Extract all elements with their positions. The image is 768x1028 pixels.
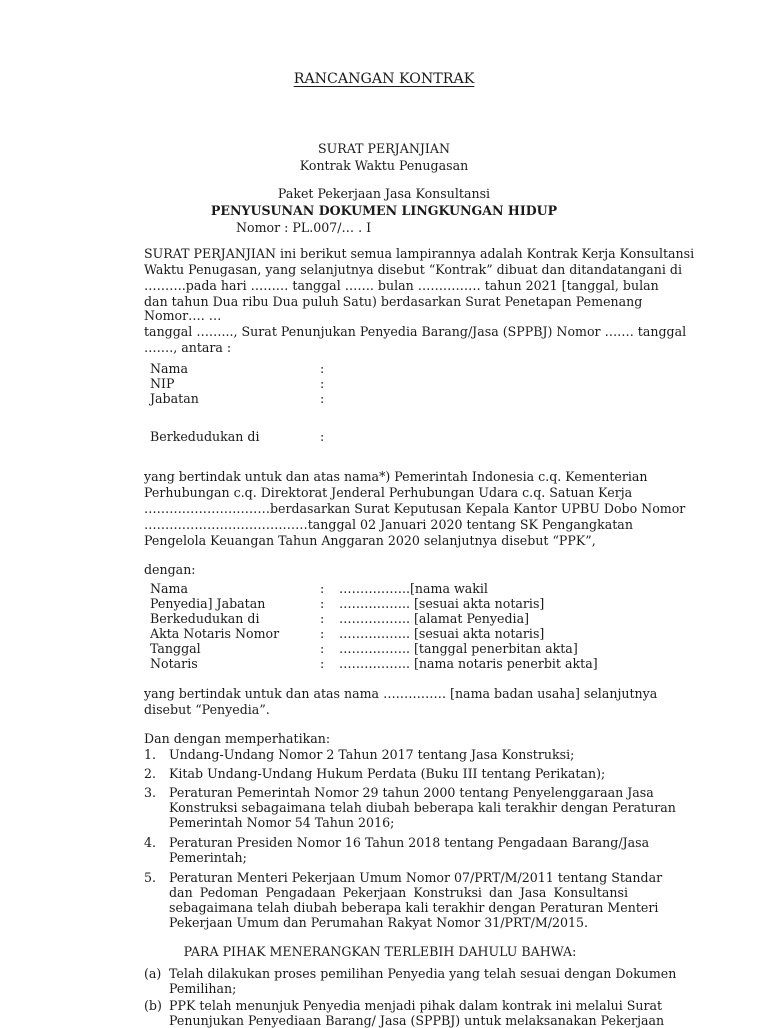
document-title: RANCANGAN KONTRAK xyxy=(293,71,475,87)
list-item: Peraturan Presiden Nomor 16 Tahun 2018 tentang Pengadaan Barang/Jasa xyxy=(169,835,650,850)
field-label: Nama xyxy=(150,581,188,596)
intro-line: Waktu Penugasan, yang selanjutnya disebut “Kontrak” dibuat dan ditandatangani di xyxy=(144,262,683,277)
list-number: 5. xyxy=(144,870,157,885)
field-value: …………….. [nama notaris penerbit akta] xyxy=(339,656,598,671)
point-label: (a) xyxy=(144,966,162,981)
field-value: …………….. [tanggal penerbitan akta] xyxy=(339,641,578,656)
field-value: ……………..[nama wakil xyxy=(339,581,488,596)
list-item: Undang-Undang Nomor 2 Tahun 2017 tentang Jasa Konstruksi; xyxy=(169,747,575,762)
ppk-line: …………………………………tanggal 02 Januari 2020 tentang SK Pengangkatan xyxy=(144,517,633,532)
field-label-nip: NIP xyxy=(150,376,175,391)
field-label-jabatan: Jabatan xyxy=(150,391,199,406)
field-colon: : xyxy=(320,596,325,611)
intro-line: dan tahun Dua ribu Dua puluh Satu) berdasarkan Surat Penetapan Pemenang xyxy=(144,294,643,309)
point-text: PPK telah menunjuk Penyedia menjadi pihak dalam kontrak ini melalui Surat xyxy=(169,998,663,1013)
field-value: …………….. [sesuai akta notaris] xyxy=(339,596,545,611)
field-colon: : xyxy=(320,626,325,641)
intro-line: ……….pada hari ……… tanggal ……. bulan …………… tahun 2021 [tanggal, bulan xyxy=(144,278,659,293)
list-item: sebagaimana telah diubah beberapa kali terakhir dengan Peraturan Menteri xyxy=(169,900,659,915)
list-item: Pemerintah Nomor 54 Tahun 2016; xyxy=(169,815,395,830)
field-label: Penyedia] Jabatan xyxy=(150,596,266,611)
list-item: Pekerjaan Umum dan Perumahan Rakyat Nomor 31/PRT/M/2015. xyxy=(169,915,589,930)
field-colon: : xyxy=(320,641,325,656)
point-label: (b) xyxy=(144,998,162,1013)
para-pihak-heading: PARA PIHAK MENERANGKAN TERLEBIH DAHULU BAHWA: xyxy=(183,944,577,959)
kontrak-type: Kontrak Waktu Penugasan xyxy=(299,158,469,173)
list-item: dan Pedoman Pengadaan Pekerjaan Konstruksi dan Jasa Konsultansi xyxy=(169,885,628,900)
field-label-nama: Nama xyxy=(150,361,188,376)
field-label: Berkedudukan di xyxy=(150,611,260,626)
point-text: Pemilihan; xyxy=(169,981,237,996)
ppk-line: Perhubungan c.q. Direktorat Jenderal Perhubungan Udara c.q. Satuan Kerja xyxy=(144,485,633,500)
field-colon: : xyxy=(320,581,325,596)
field-colon: : xyxy=(320,376,325,391)
field-colon: : xyxy=(320,656,325,671)
dengan-label: dengan: xyxy=(144,562,196,577)
penyedia-line: yang bertindak untuk dan atas nama …………… [nama badan usaha] selanjutnya xyxy=(144,686,658,701)
penyedia-line: disebut “Penyedia”. xyxy=(144,702,270,717)
field-label: Akta Notaris Nomor xyxy=(150,626,280,641)
ppk-line: …………………………berdasarkan Surat Keputusan Kepala Kantor UPBU Dobo Nomor xyxy=(144,501,686,516)
list-number: 2. xyxy=(144,766,157,781)
list-number: 3. xyxy=(144,785,157,800)
pekerjaan-title: PENYUSUNAN DOKUMEN LINGKUNGAN HIDUP xyxy=(210,203,558,218)
field-colon: : xyxy=(320,361,325,376)
list-number: 4. xyxy=(144,835,157,850)
intro-line: tanggal ……..., Surat Penunjukan Penyedia Barang/Jasa (SPPBJ) Nomor ……. tanggal xyxy=(144,324,687,339)
list-number: 1. xyxy=(144,747,157,762)
list-item: Kitab Undang-Undang Hukum Perdata (Buku III tentang Perikatan); xyxy=(169,766,606,781)
surat-perjanjian-heading: SURAT PERJANJIAN xyxy=(318,141,450,156)
field-label: Tanggal xyxy=(150,641,201,656)
list-item: Pemerintah; xyxy=(169,850,247,865)
field-value: …………….. [sesuai akta notaris] xyxy=(339,626,545,641)
memperhatikan-label: Dan dengan memperhatikan: xyxy=(144,731,331,746)
point-text: Penunjukan Penyediaan Barang/ Jasa (SPPBJ) untuk melaksanakan Pekerjaan xyxy=(169,1013,665,1028)
point-text: Telah dilakukan proses pemilihan Penyedia yang telah sesuai dengan Dokumen xyxy=(169,966,677,981)
field-label-berkedudukan: Berkedudukan di xyxy=(150,429,260,444)
field-label: Notaris xyxy=(150,656,198,671)
field-colon: : xyxy=(320,429,325,444)
intro-line: ……., antara : xyxy=(144,340,232,355)
list-item: Peraturan Pemerintah Nomor 29 tahun 2000 tentang Penyelenggaraan Jasa xyxy=(169,785,654,800)
field-colon: : xyxy=(320,611,325,626)
list-item: Konstruksi sebagaimana telah diubah beberapa kali terakhir dengan Peraturan xyxy=(169,800,676,815)
ppk-line: yang bertindak untuk dan atas nama*) Pemerintah Indonesia c.q. Kementerian xyxy=(144,469,648,484)
nomor-kontrak: Nomor : PL.007/… . I xyxy=(236,220,372,235)
intro-line: Nomor…. … xyxy=(144,308,222,323)
paket-pekerjaan: Paket Pekerjaan Jasa Konsultansi xyxy=(277,186,491,201)
ppk-line: Pengelola Keuangan Tahun Anggaran 2020 selanjutnya disebut “PPK”, xyxy=(144,533,596,548)
intro-line: SURAT PERJANJIAN ini berikut semua lampirannya adalah Kontrak Kerja Konsultansi xyxy=(144,246,695,261)
field-colon: : xyxy=(320,391,325,406)
list-item: Peraturan Menteri Pekerjaan Umum Nomor 07/PRT/M/2011 tentang Standar xyxy=(169,870,663,885)
field-value: …………….. [alamat Penyedia] xyxy=(339,611,530,626)
